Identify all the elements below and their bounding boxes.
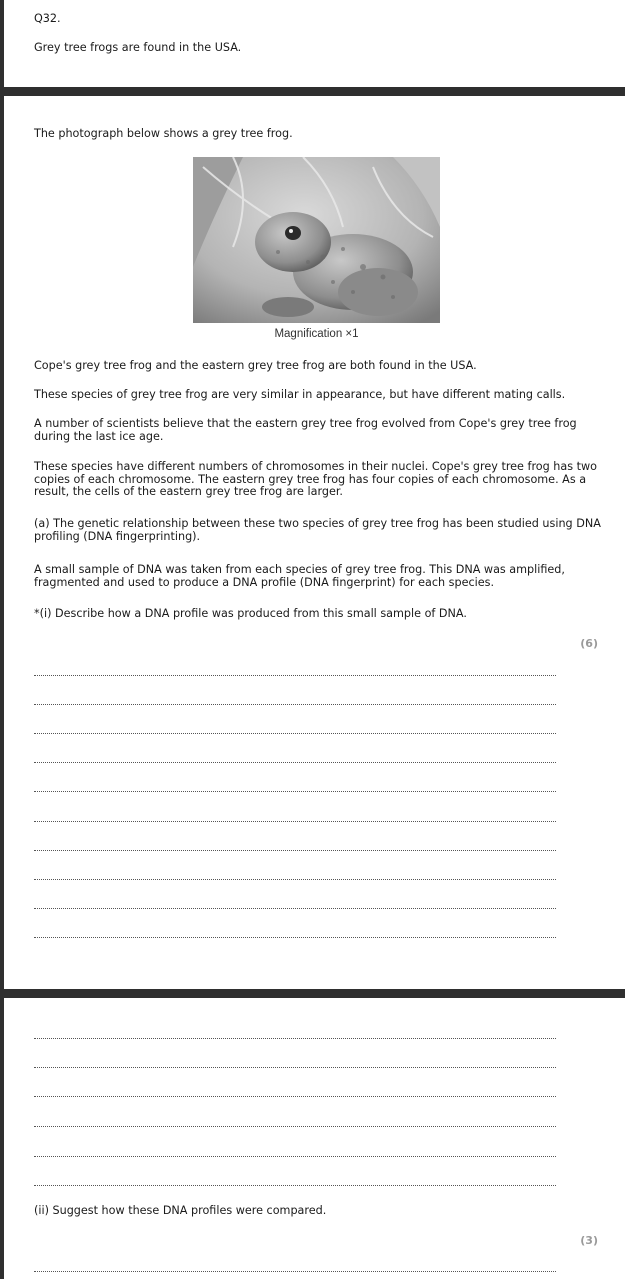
answer-line[interactable] — [34, 879, 556, 880]
question-number: Q32. — [34, 12, 61, 25]
paragraph: Cope's grey tree frog and the eastern grey tree frog are both found in the USA. — [34, 359, 477, 372]
answer-line[interactable] — [34, 791, 556, 792]
answer-line[interactable] — [34, 937, 556, 938]
question-intro: Grey tree frogs are found in the USA. — [34, 41, 242, 54]
part-a-stem: (a) The genetic relationship between these two species of grey tree frog has been studied using DNA profiling (DNA fingerprinting). — [34, 517, 601, 543]
answer-line[interactable] — [34, 675, 556, 676]
answer-line[interactable] — [34, 1126, 556, 1127]
answer-line[interactable] — [34, 1038, 556, 1039]
answer-line[interactable] — [34, 733, 556, 734]
answer-line[interactable] — [34, 1185, 556, 1186]
answer-line[interactable] — [34, 704, 556, 705]
answer-line[interactable] — [34, 1067, 556, 1068]
grey-tree-frog-photo — [193, 157, 440, 323]
paragraph: These species have different numbers of chromosomes in their nuclei. Cope's grey tree frog has two copies of each chromosome. The eastern grey tree frog has four copies of each chromosome. As a result, the cells of the eastern grey tree frog are larger. — [34, 460, 598, 499]
marks-badge: (3) — [580, 1234, 598, 1247]
answer-line[interactable] — [34, 821, 556, 822]
part-i-question: *(i) Describe how a DNA profile was produced from this small sample of DNA. — [34, 607, 467, 620]
answer-line[interactable] — [34, 1271, 556, 1272]
answer-line[interactable] — [34, 908, 556, 909]
page-divider — [0, 989, 625, 998]
paragraph: A small sample of DNA was taken from each species of grey tree frog. This DNA was amplified, fragmented and used to produce a DNA profile (DNA fingerprint) for each species. — [34, 563, 565, 589]
photo-caption: Magnification ×1 — [274, 328, 359, 340]
part-ii-question: (ii) Suggest how these DNA profiles were compared. — [34, 1204, 327, 1217]
answer-line[interactable] — [34, 762, 556, 763]
left-margin-rule — [0, 0, 4, 1279]
answer-line[interactable] — [34, 1096, 556, 1097]
answer-line[interactable] — [34, 1156, 556, 1157]
paragraph: These species of grey tree frog are very similar in appearance, but have different mating calls. — [34, 388, 566, 401]
page-divider — [0, 87, 625, 96]
photo-intro: The photograph below shows a grey tree frog. — [34, 127, 293, 140]
answer-line[interactable] — [34, 850, 556, 851]
marks-badge: (6) — [580, 637, 598, 650]
paragraph: A number of scientists believe that the eastern grey tree frog evolved from Cope's grey tree frog during the last ice age. — [34, 417, 577, 443]
